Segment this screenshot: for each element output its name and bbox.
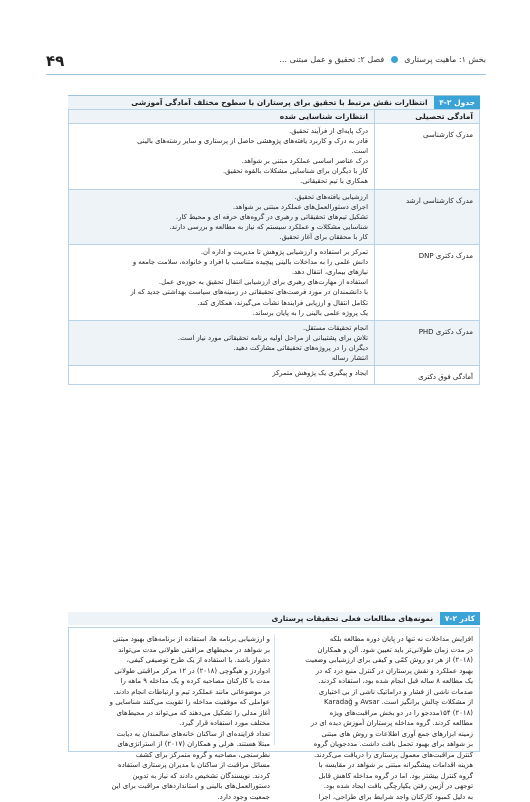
expectations-cell [69,189,375,244]
table-row [69,124,480,190]
paragraph-line: (۲۰۱۸) از هر دو روش کمّی و کیفی برای ارزشیابی وضعیت [278,655,473,666]
paragraph-line: به دلیل کمبود کارکنان واجد شرایط برای طراحی، اجرا [278,792,473,802]
paragraph-line: جمعیت وجود دارد. [75,792,270,802]
paragraph-line: کردند. نویسندگان تشخیص دادند که نیاز به تدوین [75,771,270,782]
paragraph-line: یک مطالعه ۸ ساله قبل انجام شده بود، استفاده کردند. [278,676,473,687]
paragraph-line: (۲۰۱۸) ۱۵۴مددجو را در دو بخش مراقبت‌های ویژه [278,708,473,719]
box-caption-tag: کادر ۲-۷ [440,612,480,625]
expectation-line: نیازهای بیماری، انتقال دهد. [75,267,368,277]
expectations-cell [69,245,375,321]
expectation-line: کار با محققان برای آغاز تحقیق. [75,232,368,242]
paragraph-line: مختلف مورد استفاده قرار گیرد. [75,718,270,729]
paragraph-line: بر شواهد در محیطهای مراقبتی طولانی مدت می‌تواند [75,645,270,656]
expectation-line: با دانشمندان در مورد فرصت‌های تحقیقاتی در زمینه‌های سیاست بهداشتی جدید که از [75,287,368,297]
box-caption-title: نمونه‌های مطالعات فعلی تحقیقات پرستاری [272,614,434,623]
page-header [46,52,486,75]
table-caption-title: انتظارات نقش مرتبط با تحقیق برای پرستاران با سطوح مختلف آمادگی آموزشی [131,98,427,107]
paragraph-line: نظرسنجی، مصاحبه و گروه متمرکز برای کشف [75,750,270,761]
education-level-cell: مدرک دکتری PHD [375,320,480,365]
header-expectations: انتظارات شناسایی شده [69,110,375,124]
expectations-cell [69,366,375,385]
paragraph-line: در موضوعاتی مانند عملکرد تیم و ارتباطات انجام دادند. [75,687,270,698]
paragraph-line: و ارزشیابی برنامه ها، استفاده از برنامه‌های بهبود مبتنی [75,634,270,645]
paragraph-line: مبتلا هستند. هرلی و همکاران (۲۰۱۷) از استراتژی‌های [75,739,270,750]
expectation-line: درک عناصر اساسی عملکرد مبتنی بر شواهد. [75,156,368,166]
education-level-cell: مدرک کارشناسی ارشد [375,189,480,244]
table-row [69,320,480,365]
expectation-line: دانش علمی را به مداخلات بالینی پیچیده متناسب با افراد و خانواده، سلامت جامعه و [75,257,368,267]
expectation-line: است. [75,146,368,156]
expectation-line: دیگران را در پروژه‌های تحقیقاتی مشارکت دهید. [75,343,368,353]
paragraph-line: بهبود عملکرد و نقش پرستاران در کنترل منبع درد که در [278,666,473,677]
table-header-row [69,110,480,124]
expectation-line: قادر به درک و کاربرد یافته‌های پژوهشی حاصل از پرستاری و سایر رشته‌های بالینی [75,136,368,146]
paragraph-line: در مدت زمان طولانی‌تر باید تعیین شود. آلن و همکاران [278,645,473,656]
box-column-left [75,634,270,802]
paragraph-line: دستورالعمل‌های بالینی و استانداردهای مراقبت برای این [75,781,270,792]
expectation-line: تشکیل تیم‌های تحقیقاتی و رهبری در گروه‌های حرفه ای و محیط کار. [75,212,368,222]
expectation-line: درک پایه‌ای از فرآیند تحقیق. [75,126,368,136]
expectation-line: همکاری با تیم تحقیقاتی. [75,176,368,186]
paragraph-line: کنترل مراقبت‌های معمول پرستاری را دریافت می‌کردند. [278,750,473,761]
expectation-line: یک پروژه علمی بالینی را به پایان برساند. [75,308,368,318]
paragraph-line: افزایش مداخلات نه تنها در پایان دوره مطالعه بلکه [278,634,473,645]
expectation-line: تکامل انتقال و ارزیابی فرایندها نشأت می‌گیرند، همکاری کند. [75,298,368,308]
paragraph-line: بر شواهد برای بهبود تحمل بافت داشت. مددجویان گروه [278,739,473,750]
expectation-line: ارزشیابی یافته‌های تحقیق. [75,192,368,202]
paragraph-line: توجهی در آزیبن رفتن یکپارچگی بافت ایجاد شده بود. [278,781,473,792]
expectation-line: انجام تحقیقات مستقل. [75,323,368,333]
table-row [69,245,480,321]
table-caption-tag: جدول ۲-۴ [434,96,480,109]
education-level-cell: مدرک دکتری DNP [375,245,480,321]
paragraph-line: گروه کنترل بیشتر بود. اما در گروه مداخله کاهش قابل [278,771,473,782]
paragraph-line: دشوار باشد. با استفاده از یک طرح توصیفی کیفی، [75,655,270,666]
box-column-right [278,634,473,802]
paragraph-line: مسائل مراقبت از ساکنان با مدیران پرستاری استفاده [75,760,270,771]
table-row [69,366,480,385]
running-title [279,55,486,64]
paragraph-line: مطالعه کردند. گروه مداخله پرستاران آموزش دیده ای در [278,718,473,729]
header-education-level: آمادگی تحصیلی [375,110,480,124]
expectations-cell [69,320,375,365]
paragraph-line: ادواردز و هیگوچی (۲۰۱۸) در ۱۲ مرکز مراقبتی طولانی [75,666,270,677]
education-level-cell: مدرک کارشناسی [375,124,480,190]
bullet-dot-icon [391,56,398,63]
page-number: ۴۹ [46,52,64,70]
table-caption [68,95,480,109]
paragraph-line: آغاز مدلی را تشکیل می‌دهند که می‌تواند در محیط‌های [75,708,270,719]
expectation-line: تمرکز بر استفاده و ارزشیابی پژوهش تا مدیریت و اداره آن. [75,247,368,257]
expectation-line: کار با دیگران برای شناسایی مشکلات بالقوه تحقیق. [75,166,368,176]
research-roles-table [68,109,480,385]
column-divider [274,634,275,745]
paragraph-line: از مشکلات چالش برانگیز است. Avsar و Karadağ [278,697,473,708]
paragraph-line: صدمات ناشی از فشار و دراماتیک ناشی از بی اختیاری [278,687,473,698]
expectation-line: اجرای دستورالعمل‌های عملکرد مبتنی بر شواهد. [75,202,368,212]
expectation-line: شناسایی مشکلات و عملکرد سیستم که نیاز به مطالعه و بررسی دارند. [75,222,368,232]
case-study-box [68,627,480,752]
expectations-cell [69,124,375,190]
paragraph-line: مدت با کارکنان مصاحبه کرده و یک مداخله ۹ ماهه را [75,676,270,687]
paragraph-line: عواملی که موفقیت مداخله را تقویت می‌کنند شناسایی و [75,697,270,708]
paragraph-line: زمینه ابزارهای جمع آوری اطلاعات و روش های مبتنی [278,729,473,740]
expectation-line: ایجاد و پیگیری یک پژوهش متمرکز [75,368,368,378]
expectation-line: تلاش برای پشتیبانی از مراحل اولیه برنامه تحقیقاتی مورد نیاز است. [75,333,368,343]
education-level-cell: آمادگی فوق دکتری [375,366,480,385]
paragraph-line: هزینه اقدامات پیشگیرانه مبتنی بر شواهد در مقایسه با [278,760,473,771]
section-title: بخش ۱: ماهیت پرستاری [404,55,486,64]
box-caption [68,612,480,625]
expectation-line: انتشار رساله [75,353,368,363]
expectation-line: استفاده از مهارت‌های رهبری برای ارزشیابی انتقال تحقیق به حوزه‌ی عمل. [75,277,368,287]
paragraph-line: تعداد فزاینده‌ای از ساکنان خانه‌های سالمندان به دیابت [75,729,270,740]
table-row [69,189,480,244]
chapter-title: فصل ۲: تحقیق و عمل مبتنی ... [279,55,384,64]
